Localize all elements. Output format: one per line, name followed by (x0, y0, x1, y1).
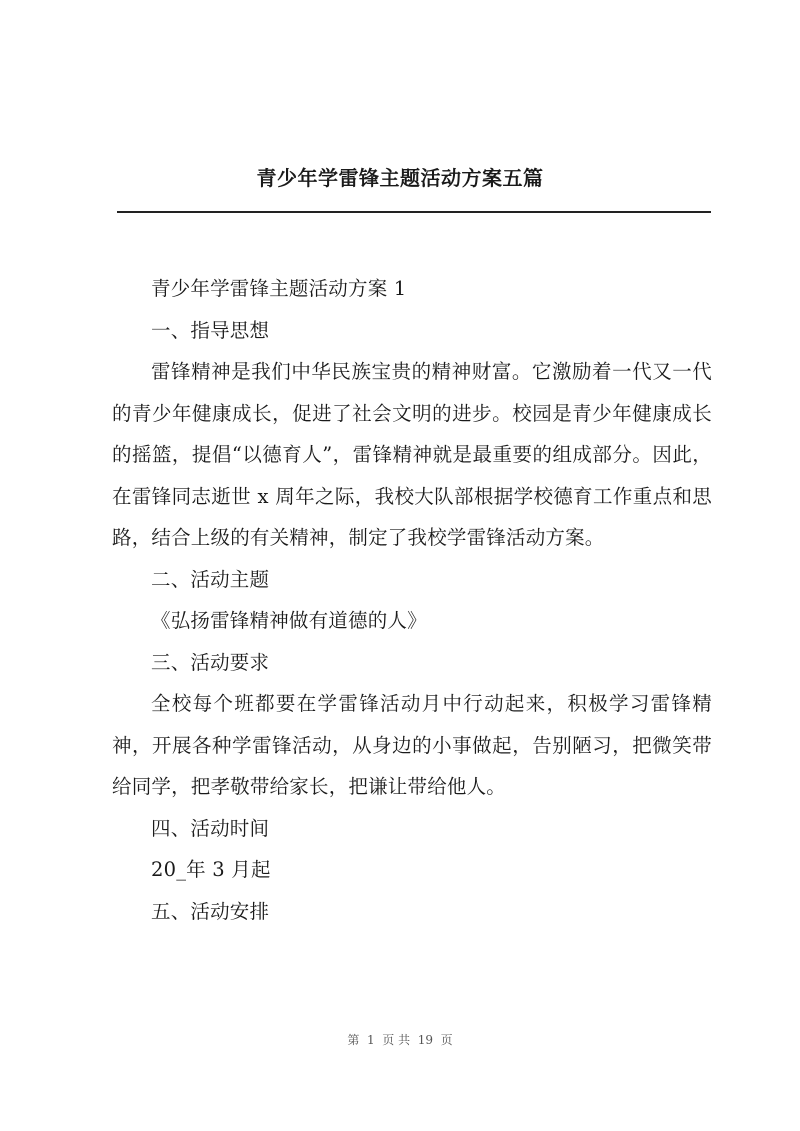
paragraph-activity-requirements: 全校每个班都要在学雷锋活动月中行动起来，积极学习雷锋精神，开展各种学雷锋活动，从身边的小事做起，告别陋习，把微笑带给同学，把孝敬带给家长，把谦让带给他人。 (112, 692, 712, 798)
section-heading-plan-1: 青少年学雷锋主题活动方案 1 (151, 277, 407, 300)
paragraph-activity-theme: 《弘扬雷锋精神做有道德的人》 (151, 609, 427, 632)
title-divider (117, 211, 711, 213)
section-heading-guiding-ideology: 一、指导思想 (151, 318, 270, 342)
paragraph-activity-time: 20_年 3 月起 (151, 858, 271, 881)
section-heading-activity-arrangement: 五、活动安排 (151, 899, 270, 923)
document-title: 青少年学雷锋主题活动方案五篇 (256, 166, 544, 190)
section-heading-activity-theme: 二、活动主题 (151, 567, 270, 591)
page-number-footer: 第 1 页 共 19 页 (347, 1033, 453, 1047)
paragraph-guiding-ideology: 雷锋精神是我们中华民族宝贵的精神财富。它激励着一代又一代的青少年健康成长，促进了社会文明的进步。校园是青少年健康成长的摇篮，提倡“以德育人”，雷锋精神就是最重要的组成部分。因此，在雷锋同志逝世 x 周年之际，我校大队部根据学校德育工作重点和思路，结合上级的有关精神，制定了我校学雷锋活动方案。 (112, 360, 712, 549)
document-body (112, 268, 712, 932)
section-heading-activity-time: 四、活动时间 (151, 816, 270, 840)
section-heading-activity-requirements: 三、活动要求 (151, 650, 270, 674)
